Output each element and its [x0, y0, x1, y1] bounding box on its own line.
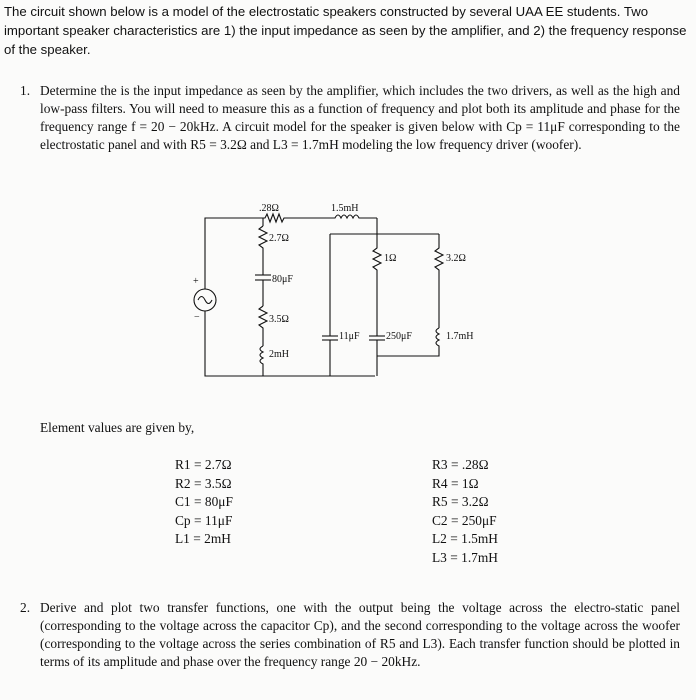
inductor-l1	[260, 346, 263, 376]
source-minus: −	[194, 312, 200, 323]
label-r3: .28Ω	[259, 203, 279, 214]
value-r4: R4 = 1Ω	[432, 475, 479, 491]
element-values-right	[432, 456, 498, 567]
label-c1: 80μF	[272, 274, 293, 285]
inductor-l2	[310, 215, 377, 218]
value-r1: R1 = 2.7Ω	[175, 457, 232, 472]
source-plus: +	[193, 276, 199, 287]
resistor-r1	[259, 226, 267, 271]
circuit-diagram	[185, 196, 505, 386]
question-1-text: Determine the is the input impedance as seen by the amplifier, which includes the two drivers, as well as the high and low-pass filters. You will need to measure this as a function of frequency and plot both its amplitude and phase for the frequency range f = 20 − 20kHz. A circuit model for the speaker is given below with Cp = 11μF corresponding to the electrostatic panel and with R5 = 3.2Ω and L3 = 1.7mH modeling the low frequency driver (woofer).	[40, 83, 680, 152]
question-2-text: Derive and plot two transfer functions, one with the output being the voltage across the electro-static panel (corresponding to the voltage across the capacitor Cp), and the second corresponding to the voltage across the woofer (corresponding to the voltage across the series combination of R5 and L3). Each transfer function should be plotted in terms of its amplitude and phase over the frequency range 20 − 20kHz.	[40, 600, 680, 669]
wire-left-top	[205, 218, 243, 279]
value-r5: R5 = 3.2Ω	[432, 494, 489, 509]
element-values-left	[175, 456, 233, 549]
resistor-r5	[435, 234, 443, 328]
label-cp: 11μF	[339, 331, 360, 342]
element-values-heading: Element values are given by,	[40, 420, 195, 435]
wire-right-bus	[330, 218, 439, 234]
label-r4: 1Ω	[384, 253, 397, 264]
label-c2: 250μF	[386, 331, 412, 342]
value-r2: R2 = 3.5Ω	[175, 475, 232, 491]
label-l2: 1.5mH	[331, 203, 359, 214]
value-c2: C2 = 250μF	[432, 512, 497, 528]
label-l3: 1.7mH	[446, 331, 474, 342]
label-r1: 2.7Ω	[269, 233, 289, 244]
ac-source-wave	[198, 297, 212, 304]
resistor-r3	[243, 214, 310, 222]
value-r3: R3 = .28Ω	[432, 457, 489, 472]
value-cp: Cp = 11μF	[175, 512, 233, 528]
value-c1: C1 = 80μF	[175, 494, 233, 509]
value-l3: L3 = 1.7mH	[432, 549, 498, 565]
question-2	[20, 599, 680, 671]
value-l2: L2 = 1.5mH	[432, 531, 498, 546]
label-l1: 2mH	[269, 349, 289, 360]
value-l1: L1 = 2mH	[175, 531, 231, 546]
label-r2: 3.5Ω	[269, 314, 289, 325]
intro-paragraph: The circuit shown below is a model of the electrostatic speakers constructed by several UAA EE students. Two important speaker characteristics are 1) the input impedance as seen by the amplifier, and 2) the frequency response of the speaker.	[4, 4, 687, 57]
resistor-r4	[373, 234, 381, 376]
label-r5: 3.2Ω	[446, 253, 466, 264]
question-1-number: 1.	[20, 83, 31, 98]
resistor-r2	[259, 306, 267, 346]
question-2-number: 2.	[20, 600, 31, 615]
question-1	[20, 82, 680, 154]
